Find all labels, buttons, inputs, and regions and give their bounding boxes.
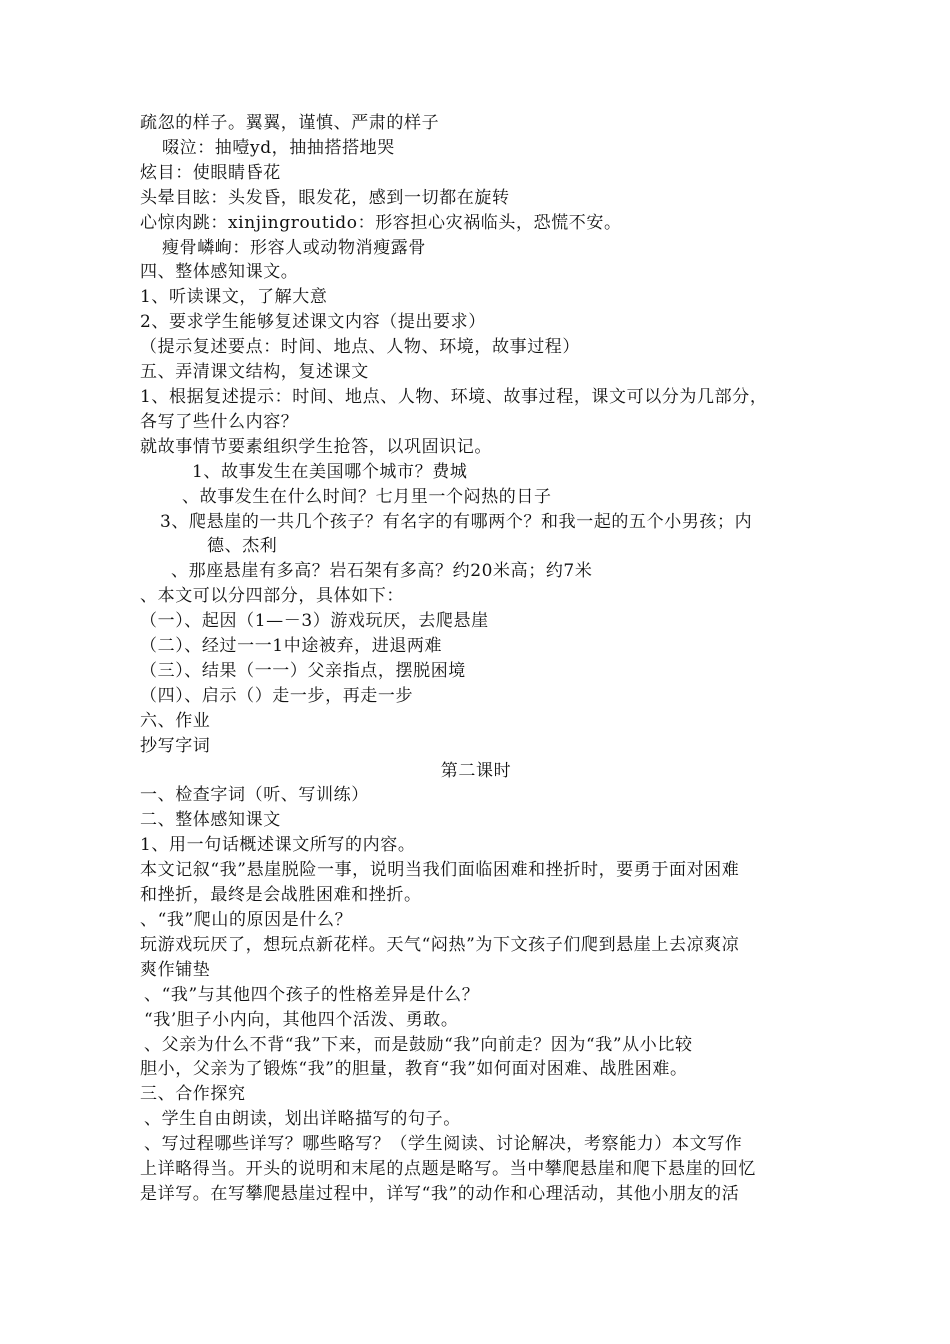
text-line: 、那座悬崖有多高？岩石架有多高？约20米高；约7米: [171, 561, 593, 582]
text-line: 炫目：使眼睛昏花: [140, 162, 281, 183]
text-line: 疏忽的样子。翼翼，谨慎、严肃的样子: [140, 113, 440, 133]
text-line: 和挫折，最终是会战胜困难和挫折。: [140, 885, 422, 906]
text-line: 玩游戏玩厌了，想玩点新花样。天气“闷热”为下文孩子们爬到悬崖上去凉爽凉: [140, 934, 740, 955]
text-line: 3、爬悬崖的一共几个孩子？有名字的有哪两个？和我一起的五个小男孩；内: [160, 511, 753, 532]
section-heading: 三、合作探究: [140, 1084, 246, 1105]
text-line: 、“我”与其他四个孩子的性格差异是什么？: [144, 984, 480, 1005]
text-line: 2、要求学生能够复述课文内容（提出要求）: [140, 312, 486, 333]
text-line: 1、听读课文，了解大意: [140, 287, 328, 308]
text-line: （四）、启示（）走一步，再走一步: [140, 685, 414, 706]
text-line: 就故事情节要素组织学生抢答，以巩固识记。: [140, 436, 492, 457]
text-line: 、写过程哪些详写？哪些略写？（学生阅读、讨论解决，考察能力）本文写作: [144, 1134, 743, 1155]
text-line: 1、根据复述提示：时间、地点、人物、环境、故事过程，课文可以分为几部分，: [140, 386, 768, 407]
text-line: 抄写字词: [140, 735, 211, 756]
text-line: 胆小，父亲为了锻炼“我”的胆量，教育“我”如何面对困难、战胜困难。: [140, 1059, 688, 1080]
text-line: 啜泣：抽噎yd，抽抽搭搭地哭: [162, 137, 395, 158]
text-line: 是详写。在写攀爬悬崖过程中，详写“我”的动作和心理活动，其他小朋友的活: [140, 1183, 740, 1204]
text-line: 、故事发生在什么时间？七月里一个闷热的日子: [182, 486, 552, 507]
text-line: 瘦骨嶙峋：形容人或动物消瘦露骨: [162, 237, 426, 258]
document-body: [140, 111, 812, 1207]
text-line: 、学生自由朗读，划出详略描写的句子。: [144, 1109, 461, 1130]
section-heading: 五、弄清课文结构，复述课文: [140, 362, 369, 383]
text-line: 各写了些什么内容？: [140, 411, 299, 432]
text-line: 爽作铺垫: [140, 959, 211, 980]
text-line: （提示复述要点：时间、地点、人物、环境，故事过程）: [140, 337, 580, 358]
section-heading: 六、作业: [140, 710, 211, 731]
text-line: 上详略得当。开头的说明和末尾的点题是略写。当中攀爬悬崖和爬下悬崖的回忆: [140, 1159, 756, 1180]
text-line: （三）、结果（一一）父亲指点，摆脱困境: [140, 660, 466, 681]
text-line: （一）、起因（1—－3）游戏玩厌，去爬悬崖: [140, 611, 489, 632]
text-line: “我’胆子小内向，其他四个活泼、勇敢。: [144, 1009, 459, 1030]
text-line: 1、用一句话概述课文所写的内容。: [140, 835, 416, 856]
text-line: 、本文可以分四部分，具体如下：: [140, 586, 404, 607]
text-line: 心惊肉跳：xinjingroutido：形容担心灾祸临头，恐慌不安。: [140, 212, 622, 233]
section-heading: 一、检查字词（听、写训练）: [140, 785, 369, 806]
lesson-title: 第二课时: [440, 760, 512, 781]
section-heading: 二、整体感知课文: [140, 810, 281, 831]
text-line: 、“我”爬山的原因是什么？: [140, 910, 353, 930]
text-line: 头晕目眩：头发昏，眼发花，感到一切都在旋转: [140, 187, 510, 208]
text-line: 本文记叙“我”悬崖脱险一事，说明当我们面临困难和挫折时，要勇于面对困难: [140, 860, 740, 881]
text-line: 、父亲为什么不背“我”下来，而是鼓励“我”向前走？因为“我”从小比较: [144, 1034, 693, 1055]
section-heading: 四、整体感知课文。: [140, 262, 299, 283]
text-line: 1、故事发生在美国哪个城市？费城: [192, 461, 468, 482]
text-line: 德、杰利: [207, 536, 278, 557]
text-line: （二）、经过一一1中途被弃，进退两难: [140, 636, 443, 657]
